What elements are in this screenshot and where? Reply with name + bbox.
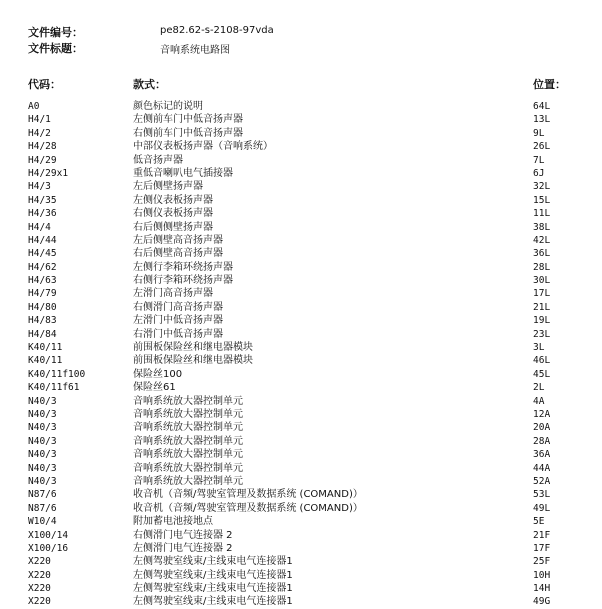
- list-item: [0, 154, 602, 167]
- component-position: 28L: [533, 261, 551, 273]
- list-item: [0, 314, 602, 327]
- component-description: 收音机（音频/驾驶室管理及数据系统 (COMAND)）: [133, 502, 363, 514]
- list-item: [0, 194, 602, 207]
- list-item: [0, 421, 602, 434]
- component-position: 12A: [533, 408, 551, 420]
- component-code: A0: [28, 101, 40, 112]
- list-item: [0, 100, 602, 113]
- component-position: 42L: [533, 234, 551, 246]
- component-position: 9L: [533, 127, 545, 139]
- component-code: X220: [28, 596, 51, 608]
- component-code: H4/29x1: [28, 167, 69, 179]
- doc-title-label: 文件标题：: [28, 42, 83, 55]
- list-item: [0, 475, 602, 488]
- list-item: [0, 207, 602, 220]
- component-code: K40/11: [28, 355, 63, 367]
- component-description: 音响系统放大器控制单元: [133, 449, 243, 461]
- component-code: X100/14: [28, 529, 69, 541]
- list-item: [0, 113, 602, 126]
- component-code: X220: [28, 556, 51, 568]
- component-code: K40/11f100: [28, 368, 86, 380]
- doc-number-value: pe82.62-s-2108-97vda: [160, 25, 274, 36]
- component-position: 28A: [533, 435, 551, 447]
- list-item: [0, 247, 602, 260]
- component-description: 前围板保险丝和继电器模块: [133, 355, 253, 367]
- list-item: [0, 287, 602, 300]
- component-description: 保险丝100: [133, 368, 183, 380]
- list-item: [0, 555, 602, 568]
- column-header-code: 代码：: [28, 78, 61, 91]
- list-item: [0, 301, 602, 314]
- component-position: 10H: [533, 569, 551, 581]
- component-description: 左后侧壁高音扬声器: [133, 234, 223, 246]
- component-description: 左侧驾驶室线束/主线束电气连接器1: [133, 596, 293, 608]
- component-position: 15L: [533, 194, 551, 206]
- list-item: [0, 354, 602, 367]
- component-code: H4/2: [28, 127, 51, 139]
- component-position: 4A: [533, 395, 545, 407]
- list-item: [0, 515, 602, 528]
- component-code: H4/62: [28, 261, 57, 273]
- component-description: 左后侧壁扬声器: [133, 181, 203, 193]
- component-description: 音响系统放大器控制单元: [133, 395, 243, 407]
- component-description: 颜色标记的说明: [133, 101, 203, 112]
- component-description: 右侧滑门电气连接器 2: [133, 529, 233, 541]
- component-position: 19L: [533, 315, 551, 327]
- component-position: 64L: [533, 101, 551, 112]
- component-position: 21F: [533, 529, 551, 541]
- list-item: [0, 221, 602, 234]
- component-code: N40/3: [28, 462, 57, 474]
- component-description: 音响系统放大器控制单元: [133, 422, 243, 434]
- component-description: 左滑门中低音扬声器: [133, 315, 223, 327]
- component-position: 5E: [533, 516, 545, 528]
- list-item: [0, 180, 602, 193]
- list-item: [0, 488, 602, 501]
- component-code: N40/3: [28, 408, 57, 420]
- component-code: H4/28: [28, 141, 57, 153]
- component-position: 6J: [533, 167, 545, 179]
- list-item: [0, 328, 602, 341]
- component-description: 音响系统放大器控制单元: [133, 462, 243, 474]
- component-description: 中部仪表板扬声器（音响系统）: [133, 141, 273, 153]
- list-item: [0, 542, 602, 555]
- component-position: 14H: [533, 583, 551, 595]
- list-item: [0, 140, 602, 153]
- component-position: 21L: [533, 301, 551, 313]
- component-code: N87/6: [28, 489, 57, 501]
- component-description: 左侧驾驶室线束/主线束电气连接器1: [133, 583, 293, 595]
- component-code: H4/35: [28, 194, 57, 206]
- component-code: H4/4: [28, 221, 51, 233]
- list-item: [0, 381, 602, 394]
- component-position: 38L: [533, 221, 551, 233]
- component-position: 49L: [533, 502, 551, 514]
- component-position: 36A: [533, 449, 551, 461]
- component-description: 右侧滑门高音扬声器: [133, 301, 223, 313]
- component-description: 左侧驾驶室线束/主线束电气连接器1: [133, 556, 293, 568]
- list-item: [0, 261, 602, 274]
- component-code: X220: [28, 583, 51, 595]
- component-code: X100/16: [28, 542, 69, 554]
- column-header-position: 位置：: [533, 78, 566, 91]
- component-description: 重低音喇叭电气插接器: [133, 167, 233, 179]
- component-code: H4/44: [28, 234, 57, 246]
- component-code: H4/84: [28, 328, 57, 340]
- component-description: 左侧驾驶室线束/主线束电气连接器1: [133, 569, 293, 581]
- component-description: 附加蓄电池接地点: [133, 516, 213, 528]
- list-item: [0, 462, 602, 475]
- component-description: 右侧前车门中低音扬声器: [133, 127, 243, 139]
- component-position: 3L: [533, 342, 545, 354]
- component-description: 音响系统放大器控制单元: [133, 475, 243, 487]
- list-item: [0, 435, 602, 448]
- list-item: [0, 569, 602, 582]
- component-code: H4/36: [28, 208, 57, 220]
- component-description: 前围板保险丝和继电器模块: [133, 342, 253, 354]
- component-position: 52A: [533, 475, 551, 487]
- component-description: 右侧行李箱环绕扬声器: [133, 275, 233, 287]
- component-code: N40/3: [28, 449, 57, 461]
- component-position: 44A: [533, 462, 551, 474]
- component-position: 17F: [533, 542, 551, 554]
- component-position: 23L: [533, 328, 551, 340]
- component-code: H4/29: [28, 154, 57, 166]
- component-description: 右侧仪表板扬声器: [133, 208, 213, 220]
- component-description: 音响系统放大器控制单元: [133, 408, 243, 420]
- list-item: [0, 274, 602, 287]
- component-code: N40/3: [28, 395, 57, 407]
- component-code: H4/80: [28, 301, 57, 313]
- list-item: [0, 127, 602, 140]
- component-position: 2L: [533, 382, 545, 394]
- component-description: 左侧前车门中低音扬声器: [133, 114, 243, 126]
- component-position: 36L: [533, 248, 551, 260]
- component-position: 26L: [533, 141, 551, 153]
- component-position: 46L: [533, 355, 551, 367]
- component-position: 45L: [533, 368, 551, 380]
- component-code: H4/45: [28, 248, 57, 260]
- component-position: 11L: [533, 208, 551, 220]
- component-code: N87/6: [28, 502, 57, 514]
- component-code: H4/63: [28, 275, 57, 287]
- component-position: 49G: [533, 596, 551, 608]
- list-item: [0, 368, 602, 381]
- component-code: K40/11f61: [28, 382, 80, 394]
- component-code: W10/4: [28, 516, 57, 528]
- component-position: 32L: [533, 181, 551, 193]
- component-description: 音响系统放大器控制单元: [133, 435, 243, 447]
- list-item: [0, 502, 602, 515]
- list-item: [0, 395, 602, 408]
- component-position: 13L: [533, 114, 551, 126]
- component-code: N40/3: [28, 475, 57, 487]
- component-description: 左侧滑门电气连接器 2: [133, 542, 233, 554]
- component-description: 收音机（音频/驾驶室管理及数据系统 (COMAND)）: [133, 489, 363, 501]
- list-item: [0, 582, 602, 595]
- component-code: N40/3: [28, 422, 57, 434]
- list-item: [0, 234, 602, 247]
- component-description: 左侧仪表板扬声器: [133, 194, 213, 206]
- component-code: K40/11: [28, 342, 63, 354]
- list-item: [0, 529, 602, 542]
- component-description: 保险丝61: [133, 382, 176, 394]
- component-position: 17L: [533, 288, 551, 300]
- list-item: [0, 341, 602, 354]
- component-description: 低音扬声器: [133, 154, 183, 166]
- component-position: 7L: [533, 154, 545, 166]
- column-header-style: 款式：: [133, 78, 166, 91]
- component-position: 25F: [533, 556, 551, 568]
- component-description: 左滑门高音扬声器: [133, 288, 213, 300]
- list-item: [0, 448, 602, 461]
- component-description: 右后侧侧壁扬声器: [133, 221, 213, 233]
- component-code: H4/79: [28, 288, 57, 300]
- component-code: X220: [28, 569, 51, 581]
- component-position: 20A: [533, 422, 551, 434]
- component-code: H4/3: [28, 181, 51, 193]
- list-item: [0, 595, 602, 608]
- component-code: H4/83: [28, 315, 57, 327]
- component-description: 左侧行李箱环绕扬声器: [133, 261, 233, 273]
- component-list: [0, 100, 602, 609]
- component-description: 右滑门中低音扬声器: [133, 328, 223, 340]
- component-code: N40/3: [28, 435, 57, 447]
- component-description: 右后侧壁高音扬声器: [133, 248, 223, 260]
- list-item: [0, 408, 602, 421]
- component-position: 30L: [533, 275, 551, 287]
- component-code: H4/1: [28, 114, 51, 126]
- doc-number-label: 文件编号：: [28, 26, 83, 39]
- component-position: 53L: [533, 489, 551, 501]
- list-item: [0, 167, 602, 180]
- doc-title-value: 音响系统电路图: [160, 45, 230, 56]
